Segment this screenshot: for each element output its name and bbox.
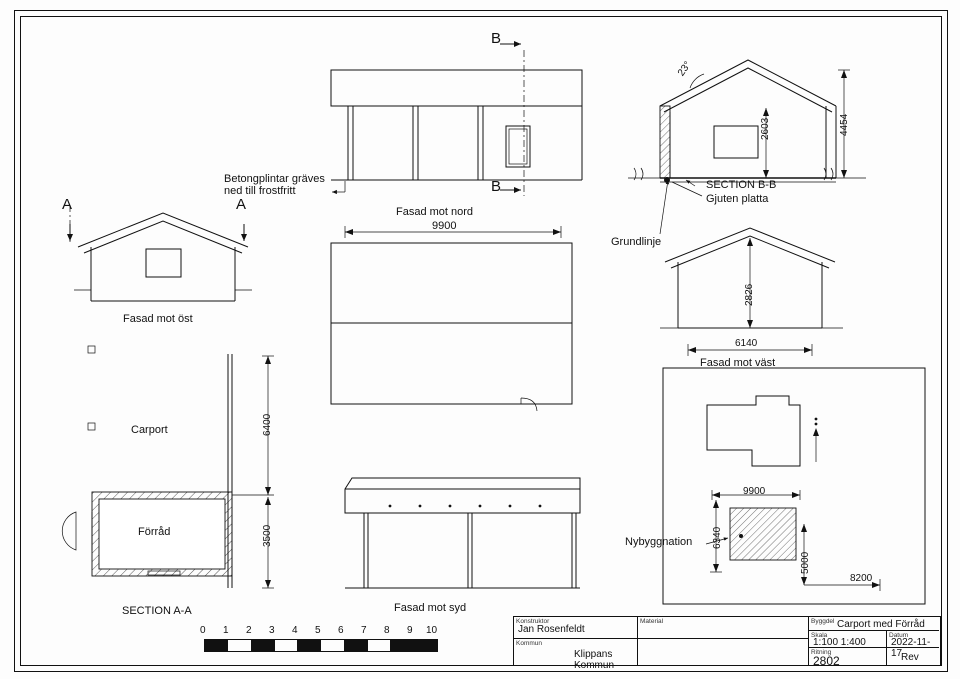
scale-seg-4 — [298, 640, 321, 651]
dim-vast-height: 2826 — [744, 283, 755, 306]
value-ritning: 2802 — [813, 654, 840, 668]
dim-fasad-nord-width: 9900 — [432, 220, 457, 232]
dim-vast-width: 6140 — [735, 338, 758, 349]
title-cell-kommun — [514, 639, 638, 671]
scale-seg-5 — [321, 640, 344, 651]
label-fasad-mot-vast: Fasad mot väst — [700, 357, 776, 369]
view-fasad-mot-ost — [70, 205, 252, 301]
label-konstruktor: Konstruktor — [516, 618, 550, 625]
dim-roof-angle: 23° — [676, 59, 694, 79]
view-fasad-mot-syd — [345, 478, 580, 588]
view-roof-plan — [331, 243, 572, 411]
scale-seg-1 — [228, 640, 251, 651]
dim-site-width: 9900 — [743, 486, 766, 497]
title-cell-konstruktor — [514, 617, 638, 639]
scale-tick-3: 3 — [269, 625, 275, 636]
scale-tick-2: 2 — [246, 625, 252, 636]
section-mark-a-right: A — [236, 196, 247, 213]
dim-site-bottom: 8200 — [850, 573, 873, 584]
annotation-grundlinje: Grundlinje — [611, 236, 662, 248]
scale-tick-6: 6 — [338, 625, 344, 636]
value-konstruktor: Jan Rosenfeldt — [518, 624, 585, 635]
scale-bar — [204, 639, 438, 652]
scale-tick-9: 9 — [407, 625, 413, 636]
dim-site-right: 5000 — [800, 551, 811, 574]
dim-forrad-depth: 3500 — [262, 524, 273, 547]
title-block — [513, 616, 941, 671]
value-datum: 2022-11-17 — [891, 637, 931, 659]
scale-tick-7: 7 — [361, 625, 367, 636]
scale-tick-10: 10 — [426, 625, 438, 636]
title-cell-rev — [887, 648, 939, 665]
scale-tick-8: 8 — [384, 625, 390, 636]
section-mark-b-bottom: B — [491, 178, 502, 195]
value-byggdel: Carport med Förråd — [837, 619, 925, 630]
scale-seg-8 — [391, 640, 414, 651]
scale-tick-5: 5 — [315, 625, 321, 636]
section-mark-b-top: B — [491, 30, 502, 47]
dim-section-aa-depth: 6400 — [262, 413, 273, 436]
section-mark-a-left: A — [62, 196, 73, 213]
title-cell-byggdel — [809, 617, 939, 631]
label-carport: Carport — [131, 424, 168, 436]
label-skala: Skala — [811, 632, 828, 639]
scale-tick-4: 4 — [292, 625, 298, 636]
label-byggdel: Byggdel — [811, 618, 835, 625]
annotation-betongplintar-line2: ned till frostfritt — [224, 185, 296, 197]
view-site-plan — [663, 368, 925, 604]
annotation-gjuten-platta: Gjuten platta — [706, 193, 769, 205]
label-datum: Datum — [889, 632, 909, 639]
scale-seg-2 — [252, 640, 275, 651]
value-rev: Rev — [901, 652, 919, 663]
scale-seg-6 — [345, 640, 368, 651]
scale-tick-0: 0 — [200, 625, 206, 636]
dim-ridge-height: 4454 — [839, 113, 850, 136]
label-forrad: Förråd — [138, 526, 171, 538]
label-section-aa: SECTION A-A — [122, 605, 192, 617]
scale-seg-0 — [205, 640, 228, 651]
annotation-nybyggnation: Nybyggnation — [625, 536, 693, 548]
label-fasad-mot-ost: Fasad mot öst — [123, 313, 193, 325]
scale-seg-7 — [368, 640, 391, 651]
title-cell-skala — [809, 631, 887, 648]
label-fasad-mot-syd: Fasad mot syd — [394, 602, 467, 614]
annotation-betongplintar-line1: Betongplintar gräves — [224, 173, 325, 185]
label-kommun: Kommun — [516, 640, 543, 647]
label-material: Material — [640, 618, 664, 625]
view-section-aa — [62, 346, 274, 588]
dim-eave-height: 2603 — [760, 117, 771, 140]
scale-seg-3 — [275, 640, 298, 651]
title-cell-kommun-value — [638, 639, 809, 665]
value-kommun: Klippans Kommun — [574, 649, 615, 671]
label-ritning: Ritning — [811, 649, 832, 656]
title-cell-ritning — [809, 648, 887, 668]
scale-tick-1: 1 — [223, 625, 229, 636]
label-fasad-mot-nord: Fasad mot nord — [396, 206, 474, 218]
view-section-bb — [628, 60, 866, 234]
label-section-bb: SECTION B-B — [706, 179, 777, 191]
dim-site-left: 6340 — [712, 526, 723, 549]
scale-seg-9 — [415, 640, 437, 651]
title-cell-material — [638, 617, 809, 639]
value-skala: 1:100 1:400 — [813, 637, 866, 648]
